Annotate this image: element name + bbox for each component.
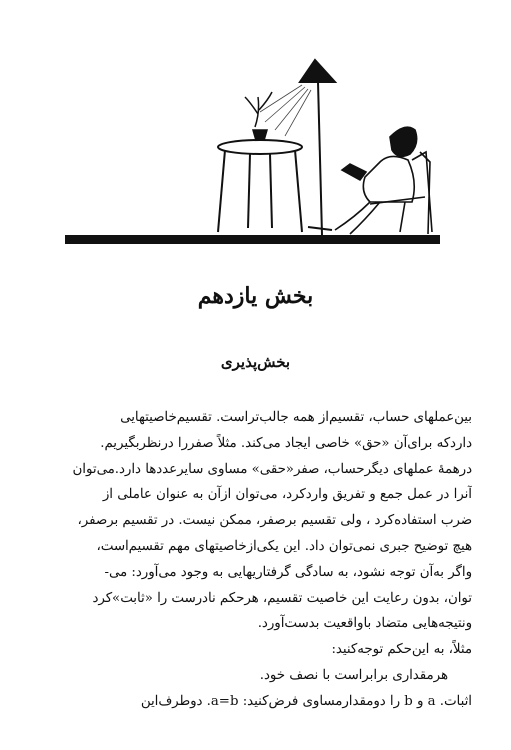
- chapter-illustration: [60, 52, 445, 252]
- text-line: ضرب استفاده‌کرد ، ولی تقسیم برصفر، ممکن نیست. در تقسیم برصفر،: [77, 513, 472, 529]
- section-title: بخش‌پذیری: [220, 353, 291, 371]
- light-rays: [260, 85, 311, 136]
- text-line: درهمهٔ عملهای دیگرحساب، صفر«حقی» مساوی سایرعددها دارد.می‌توان: [72, 461, 472, 477]
- floor-bar: [65, 235, 440, 244]
- woman-reading: [335, 127, 432, 234]
- text-line: بین‌عملهای حساب، تقسیم‌از همه جالب‌تراست. تقسیم‌خاصیتهایی: [120, 410, 472, 425]
- floor-lamp: [300, 60, 335, 235]
- proof-line: اثبات. a و b را دومقدارمساوی فرض‌کنید: a=b. دوطرف‌این: [140, 693, 472, 709]
- text-line: توان، بدون رعایت این خاصیت تقسیم، هرحکم نادرست را «ثابت»کرد: [92, 590, 472, 606]
- text-line: واگر به‌آن توجه نشود، به سادگی گرفتاریهایی به وجود می‌آورد: می-: [104, 564, 472, 580]
- text-line: داردکه برای‌آن «حق» خاصی ایجاد می‌کند. مثلاً صفررا درنظربگیریم.: [100, 435, 472, 451]
- text-line: ونتیجه‌هایی متضاد باواقعیت بدست‌آورد.: [257, 616, 472, 632]
- claim-line: هرمقداری برابراست با نصف خود.: [259, 667, 448, 683]
- chapter-title: بخش یازدهم: [197, 283, 314, 309]
- example-intro-line: مثلاً، به این‌حکم توجه‌کنید:: [331, 642, 472, 658]
- round-table: [218, 140, 302, 232]
- text-line: هیچ توضیح جبری نمی‌توان داد. این یکی‌ازخاصیتهای مهم تقسیم‌است،: [96, 538, 472, 554]
- text-line: آنرا در عمل جمع و تفریق واردکرد، می‌توان ازآن به عنوان عاملی از: [102, 487, 472, 503]
- plant-vase: [245, 92, 272, 144]
- body-paragraph: [46, 405, 472, 715]
